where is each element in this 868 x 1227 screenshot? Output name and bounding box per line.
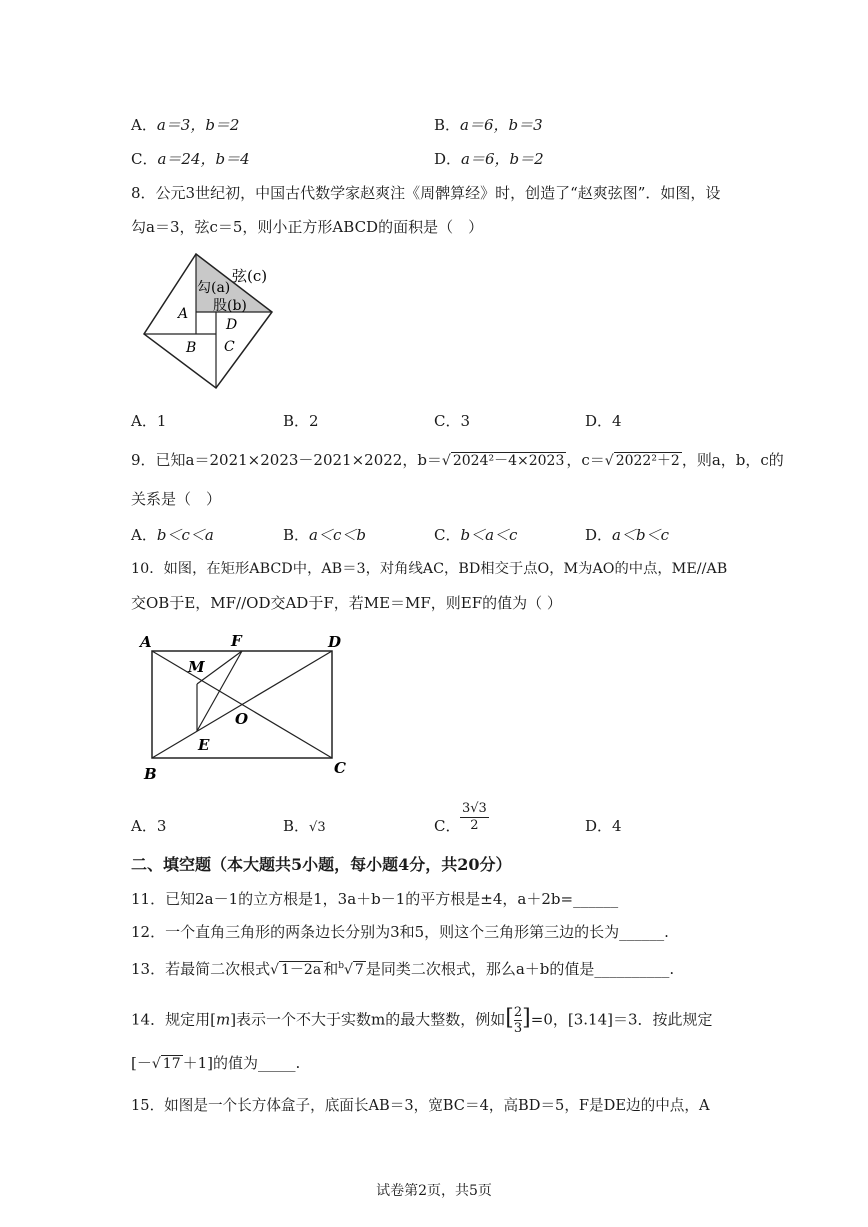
q13: 13．若最简二次根式√ 1－2a 和$^b$√ 7 是同类二次根式，那么a＋b的值是__________. (131, 960, 675, 978)
q8-stem-line2: 勾a＝3，弦c＝5，则小正方形ABCD的面积是（ ） (131, 218, 484, 236)
q8-option-d: D．4 (585, 412, 622, 430)
label-B: B (144, 765, 157, 783)
label-D: D (226, 317, 238, 333)
section2-title: 二、填空题（本大题共5小题，每小题4分，共20分） (131, 855, 512, 874)
q10-option-b: B．√3 (283, 817, 326, 835)
q14-line2: [－√ 17 ＋1]的值为_____. (131, 1054, 301, 1072)
q11: 11．已知2a－1的立方根是1，3a＋b－1的平方根是±4，a＋2b=______ (131, 890, 619, 908)
q9-stem-line1: 9．已知a＝2021×2023－2021×2022，b＝√ 2024²－4×2023 ，c＝√ 2022²＋2 ，则a，b，c的 (131, 451, 784, 469)
q10-option-d: D．4 (585, 817, 622, 835)
q7-option-d (434, 148, 544, 169)
q9-option-a: A．b＜c＜a (131, 526, 214, 544)
label-B: B (186, 340, 197, 356)
label-O: O (235, 710, 249, 728)
q9-option-d: D．a＜b＜c (585, 526, 669, 544)
q8-stem-line1: 8．公元3世纪初，中国古代数学家赵爽注《周髀算经》时，创造了“赵爽弦图”．如图，设 (131, 184, 721, 202)
q10-option-c: C． (434, 817, 461, 835)
option-text: a＝6，b＝2 (461, 150, 544, 168)
rectangle-figure (138, 628, 358, 788)
q9-option-c: C．b＜a＜c (434, 526, 518, 544)
q8-option-a: A．1 (131, 412, 167, 430)
label-A: A (178, 306, 189, 322)
label-C: C (334, 759, 346, 777)
option-text: a＝3，b＝2 (156, 116, 240, 134)
option-label: D． (434, 150, 462, 168)
q10-option-c-fraction: 3√3 2 (462, 801, 487, 833)
label-xian: 弦(c) (232, 267, 268, 285)
q7-option-a (131, 114, 239, 135)
label-F: F (231, 632, 242, 650)
q9-option-b: B．a＜c＜b (283, 526, 366, 544)
label-gu: 股(b) (213, 298, 247, 314)
option-label: A． (131, 116, 157, 134)
q7-option-c (131, 148, 250, 169)
sqrt-c: √ 2022²＋2 (604, 453, 680, 469)
q9-stem-line2: 关系是（ ） (131, 490, 222, 508)
option-label: B． (434, 116, 461, 134)
q10-stem-line1: 10．如图，在矩形ABCD中，AB＝3，对角线AC，BD相交于点O，M为AO的中点，ME//AB (131, 561, 728, 577)
q10-stem-line2: 交OB于E，MF//OD交AD于F，若ME＝MF，则EF的值为（ ） (131, 594, 562, 612)
option-text: a＝24，b＝4 (157, 150, 250, 168)
q10-option-a: A．3 (131, 817, 167, 835)
label-M: M (188, 658, 205, 676)
q8-option-c: C．3 (434, 412, 471, 430)
sqrt-b: √ 2024²－4×2023 (441, 453, 565, 469)
option-label: C． (131, 150, 158, 168)
q8-option-b: B．2 (283, 412, 319, 430)
label-D: D (328, 633, 342, 651)
label-C: C (224, 339, 235, 355)
label-gou: 勾(a) (197, 280, 231, 296)
option-text: a＝6，b＝3 (460, 116, 543, 134)
q7-option-b (434, 114, 543, 135)
q15: 15．如图是一个长方体盒子，底面长AB＝3，宽BC＝4，高BD＝5，F是DE边的中点，A (131, 1097, 710, 1114)
zhao-shuang-figure (140, 248, 290, 396)
q12: 12．一个直角三角形的两条边长分别为3和5，则这个三角形第三边的长为______. (131, 923, 669, 941)
page-footer: 试卷第2页，共5页 (376, 1183, 492, 1199)
label-A: A (140, 633, 152, 651)
q14-line1: 14．规定用[m]表示一个不大于实数m的最大整数，例如[ $\frac{2}{3}$ ]=0，[3.14]＝3．按此规定 (131, 1005, 713, 1036)
label-E: E (198, 736, 210, 754)
